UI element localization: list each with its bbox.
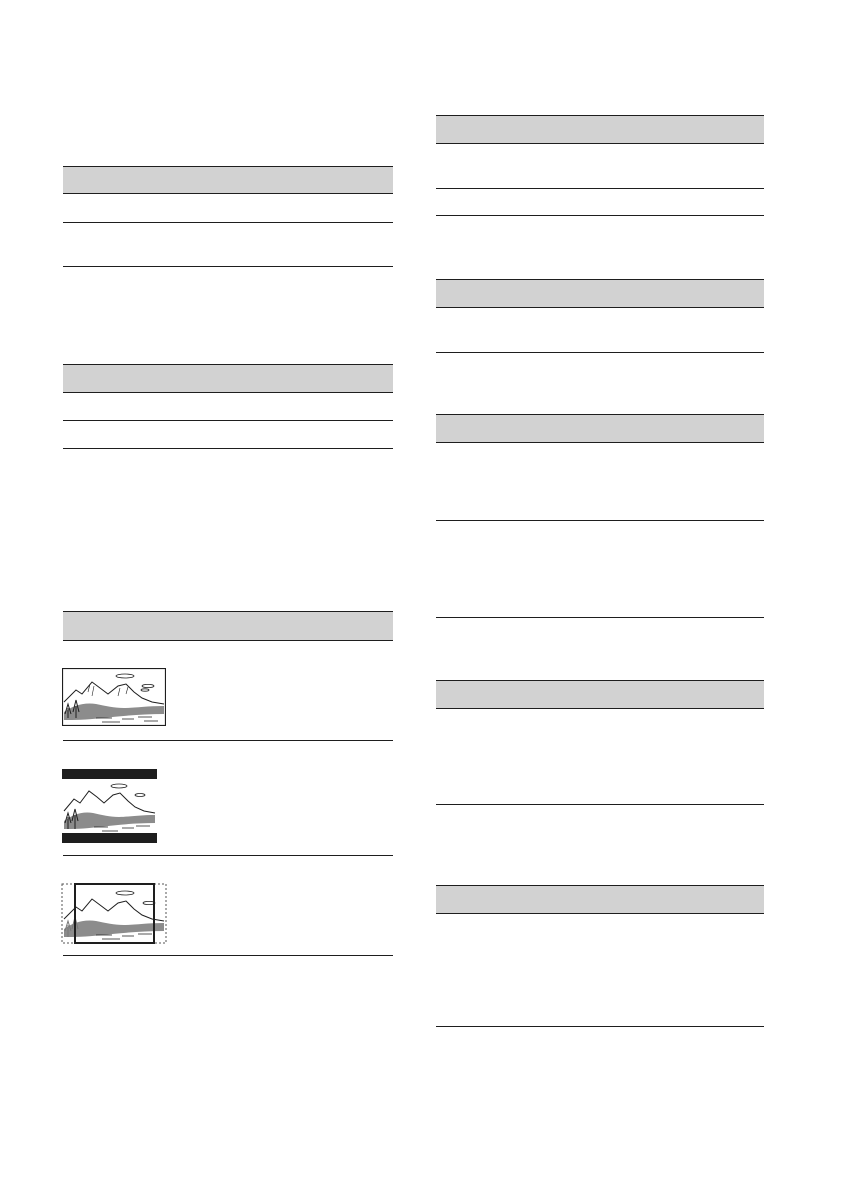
table-5-header-top-rule (436, 279, 764, 280)
table-7-row-rule (436, 804, 764, 805)
table-1-row-rule (63, 222, 393, 223)
table-8-header-bottom-rule (436, 913, 764, 914)
table-4-row-rule (436, 188, 764, 189)
table-3-row-rule (63, 855, 393, 856)
table-5-header-bottom-rule (436, 307, 764, 308)
table-2-header-bottom-rule (63, 392, 393, 393)
table-7-header (436, 680, 764, 708)
letterbox-picture-illustration (62, 769, 157, 843)
table-7-header-top-rule (436, 680, 764, 681)
table-3-row-rule (63, 740, 393, 741)
table-3-header-bottom-rule (63, 640, 393, 641)
table-2-header (63, 364, 393, 392)
table-1-header (63, 166, 393, 193)
table-4-header-top-rule (436, 115, 764, 116)
table-1-header-bottom-rule (63, 193, 393, 194)
table-4-header (436, 115, 764, 143)
table-1-header-top-rule (63, 166, 393, 167)
table-3-row-rule (63, 955, 393, 956)
table-4-row-rule (436, 215, 764, 216)
normal-picture-illustration (62, 668, 166, 726)
table-6-row-rule (436, 617, 764, 618)
table-3-header-top-rule (63, 611, 393, 612)
table-6-row-rule (436, 520, 764, 521)
table-5-header (436, 279, 764, 307)
table-6-header-top-rule (436, 414, 764, 415)
pan-scan-picture-illustration (61, 883, 167, 944)
table-8-header (436, 885, 764, 913)
table-2-row-rule (63, 420, 393, 421)
table-1-row-rule (63, 266, 393, 267)
table-3-header (63, 611, 393, 640)
table-8-row-rule (436, 1026, 764, 1027)
table-2-row-rule (63, 448, 393, 449)
table-8-header-top-rule (436, 885, 764, 886)
table-6-header (436, 414, 764, 442)
table-7-header-bottom-rule (436, 708, 764, 709)
table-6-header-bottom-rule (436, 442, 764, 443)
table-5-row-rule (436, 352, 764, 353)
table-2-header-top-rule (63, 364, 393, 365)
table-4-header-bottom-rule (436, 143, 764, 144)
